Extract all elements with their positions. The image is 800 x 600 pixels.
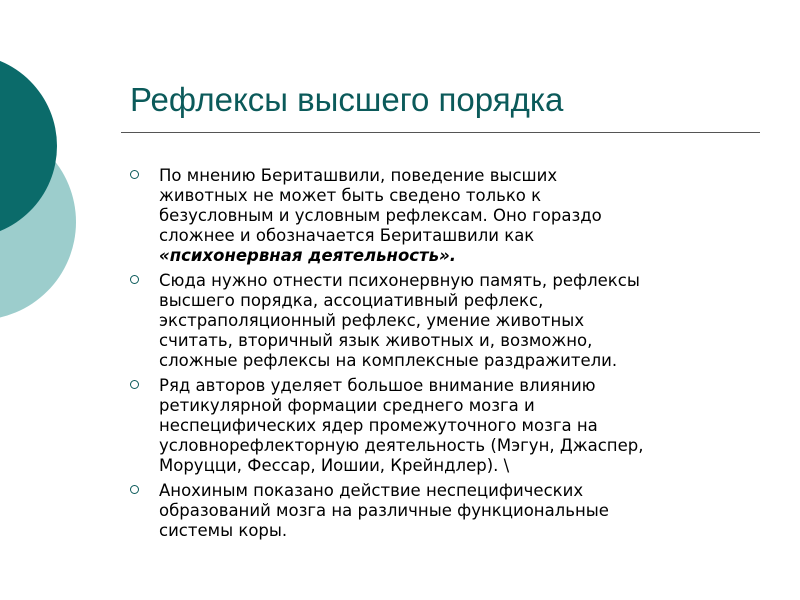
bullet-circle-icon [130, 485, 139, 494]
bullet-text-line: сложнее и обозначается Бериташвили как [159, 226, 535, 245]
bullet-emphasis-line [159, 246, 760, 266]
bullet-text-line: Сюда нужно отнести психонервную память, рефлексы [159, 271, 640, 290]
bullet-text-line: безусловным и условным рефлексам. Оно гораздо [159, 206, 602, 225]
bullet-text-line: неспецифических ядер промежуточного мозга на [159, 416, 598, 435]
bullet-text-line: экстраполяционный рефлекс, умение животных [159, 311, 585, 330]
bullet-text-line: животных не может быть сведено только к [159, 186, 542, 205]
decorative-circles [0, 0, 140, 340]
bullet-item [130, 271, 760, 371]
bullet-text-line: образований мозга на различные функциональные [159, 501, 609, 520]
bullet-circle-icon [130, 275, 139, 284]
bullet-text-line: ретикулярной формации среднего мозга и [159, 396, 535, 415]
bullet-list [130, 166, 760, 546]
bullet-circle-icon [130, 170, 139, 179]
bullet-text-line: считать, вторичный язык животных и, возможно, [159, 331, 593, 350]
bullet-item [130, 376, 760, 476]
bullet-text-line: По мнению Бериташвили, поведение высших [159, 166, 558, 185]
title-divider [121, 132, 760, 133]
bullet-text-line: Ряд авторов уделяет большое внимание влиянию [159, 376, 596, 395]
emphasized-term: «психонервная деятельность» [159, 246, 450, 265]
bullet-text-line: системы коры. [159, 521, 288, 540]
bullet-item [130, 166, 760, 266]
bullet-text-line: Моруцци, Фессар, Иошии, Крейндлер). \ [159, 456, 510, 475]
bullet-text-line: Анохиным показано действие неспецифических [159, 481, 584, 500]
bullet-item [130, 481, 760, 541]
bullet-text-line: высшего порядка, ассоциативный рефлекс, [159, 291, 544, 310]
bullet-circle-icon [130, 380, 139, 389]
slide-title: Рефлексы высшего порядка [130, 81, 564, 118]
bullet-text-line: сложные рефлексы на комплексные раздражители. [159, 351, 618, 370]
bullet-text-line: условнорефлекторную деятельность (Мэгун, Джаспер, [159, 436, 644, 455]
emphasis-suffix: . [449, 246, 457, 265]
